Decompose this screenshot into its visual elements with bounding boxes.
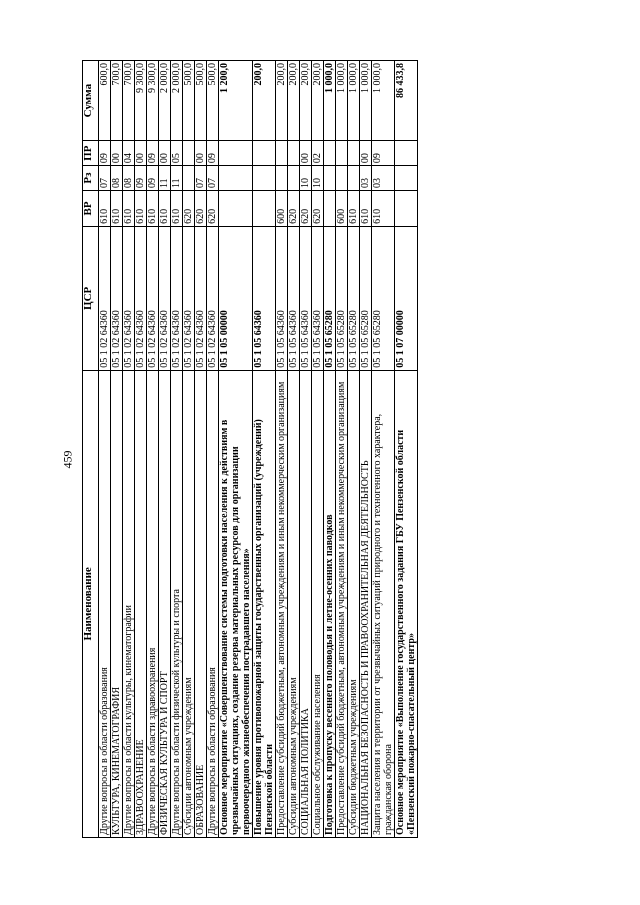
cell-sum: 9 300,0: [135, 61, 147, 141]
cell-name: Субсидии бюджетным учреждениям: [348, 370, 360, 837]
cell-pr: 04: [123, 141, 135, 166]
budget-table: [82, 60, 418, 838]
cell-code: 05 1 05 64360: [276, 226, 288, 370]
cell-pr: [253, 141, 276, 166]
cell-code: 05 1 02 64360: [207, 226, 219, 370]
cell-sum: 1 000,0: [348, 61, 360, 141]
table-row: [135, 61, 147, 838]
cell-code: 05 1 05 65280: [348, 226, 360, 370]
cell-pr: 09: [147, 141, 159, 166]
table-row: [372, 61, 395, 838]
cell-pr: [395, 141, 418, 166]
cell-rz: [183, 166, 195, 191]
cell-rz: [324, 166, 336, 191]
cell-pr: 05: [171, 141, 183, 166]
cell-rz: 08: [123, 166, 135, 191]
cell-vr: 610: [360, 190, 372, 226]
cell-code: 05 1 02 64360: [183, 226, 195, 370]
cell-sum: 600,0: [99, 61, 111, 141]
cell-rz: 11: [171, 166, 183, 191]
table-row: [219, 61, 253, 838]
header-sum: Сумма: [83, 61, 99, 141]
cell-rz: 10: [300, 166, 312, 191]
cell-name: Подготовка к пропуску весеннего половодья и летне-осенних паводков: [324, 370, 336, 837]
cell-sum: 500,0: [183, 61, 195, 141]
cell-code: 05 1 02 64360: [159, 226, 171, 370]
cell-rz: [288, 166, 300, 191]
cell-rz: 09: [147, 166, 159, 191]
table-row: [183, 61, 195, 838]
cell-code: 05 1 05 00000: [219, 226, 253, 370]
cell-rz: 03: [360, 166, 372, 191]
table-row: [195, 61, 207, 838]
table-row: [159, 61, 171, 838]
cell-pr: 00: [195, 141, 207, 166]
cell-code: 05 1 02 64360: [195, 226, 207, 370]
cell-pr: [324, 141, 336, 166]
header-name: Наименование: [83, 370, 99, 837]
cell-pr: 00: [135, 141, 147, 166]
cell-pr: [276, 141, 288, 166]
cell-name: НАЦИОНАЛЬНАЯ БЕЗОПАСНОСТЬ И ПРАВООХРАНИТЕЛЬНАЯ ДЕЯТЕЛЬНОСТЬ: [360, 370, 372, 837]
cell-sum: 1 000,0: [336, 61, 348, 141]
cell-sum: 700,0: [123, 61, 135, 141]
cell-name: Защита населения и территории от чрезвычайных ситуаций природного и техногенного характера, гражданская оборона: [372, 370, 395, 837]
cell-vr: 620: [288, 190, 300, 226]
cell-sum: 9 300,0: [147, 61, 159, 141]
header-rz: Рз: [83, 166, 99, 191]
cell-name: Другие вопросы в области образования: [207, 370, 219, 837]
header-vr: ВР: [83, 190, 99, 226]
cell-name: Другие вопросы в области физической культуры и спорта: [171, 370, 183, 837]
table-row: [300, 61, 312, 838]
cell-vr: 610: [99, 190, 111, 226]
cell-pr: 00: [360, 141, 372, 166]
cell-vr: 600: [276, 190, 288, 226]
rotated-page-content: [82, 60, 592, 838]
table-row: [312, 61, 324, 838]
cell-name: ЗДРАВООХРАНЕНИЕ: [135, 370, 147, 837]
cell-sum: 1 000,0: [324, 61, 336, 141]
cell-rz: [219, 166, 253, 191]
cell-sum: 500,0: [195, 61, 207, 141]
cell-vr: [253, 190, 276, 226]
cell-pr: [183, 141, 195, 166]
cell-rz: [253, 166, 276, 191]
table-row: [360, 61, 372, 838]
cell-vr: 610: [159, 190, 171, 226]
header-pr: ПР: [83, 141, 99, 166]
table-row: [324, 61, 336, 838]
cell-name: Основное мероприятие «Совершенствование системы подготовки населения к действиям в чрезвычайных ситуациях, создание резерва материальных ресурсов для организации первоочередного жизнеобеспечения пострадавшего населения»: [219, 370, 253, 837]
cell-rz: 09: [135, 166, 147, 191]
table-row: [395, 61, 418, 838]
cell-rz: [336, 166, 348, 191]
cell-name: Другие вопросы в области культуры, кинематографии: [123, 370, 135, 837]
cell-rz: [276, 166, 288, 191]
cell-vr: 610: [372, 190, 395, 226]
cell-rz: 03: [372, 166, 395, 191]
cell-sum: 1 000,0: [360, 61, 372, 141]
table-body: [99, 61, 418, 838]
cell-vr: 620: [312, 190, 324, 226]
cell-sum: 700,0: [111, 61, 123, 141]
table-row: [288, 61, 300, 838]
cell-code: 05 1 05 65280: [336, 226, 348, 370]
cell-name: СОЦИАЛЬНАЯ ПОЛИТИКА: [300, 370, 312, 837]
table-row: [123, 61, 135, 838]
cell-name: Повышение уровня противопожарной защиты государственных организаций (учреждений) Пензенской области: [253, 370, 276, 837]
cell-code: 05 1 02 64360: [135, 226, 147, 370]
cell-rz: 11: [159, 166, 171, 191]
cell-code: 05 1 02 64360: [111, 226, 123, 370]
cell-name: ОБРАЗОВАНИЕ: [195, 370, 207, 837]
table-row: [171, 61, 183, 838]
cell-name: Социальное обслуживание населения: [312, 370, 324, 837]
table-row: [147, 61, 159, 838]
table-row: [348, 61, 360, 838]
table-row: [111, 61, 123, 838]
cell-sum: 86 433,8: [395, 61, 418, 141]
cell-vr: 620: [207, 190, 219, 226]
cell-vr: [395, 190, 418, 226]
cell-rz: 07: [207, 166, 219, 191]
cell-sum: 200,0: [253, 61, 276, 141]
cell-code: 05 1 02 64360: [99, 226, 111, 370]
cell-sum: 1 000,0: [372, 61, 395, 141]
cell-name: Другие вопросы в области образования: [99, 370, 111, 837]
cell-rz: 07: [99, 166, 111, 191]
cell-code: 05 1 02 64360: [147, 226, 159, 370]
cell-vr: 600: [336, 190, 348, 226]
cell-vr: 610: [123, 190, 135, 226]
cell-sum: 200,0: [276, 61, 288, 141]
cell-vr: 610: [147, 190, 159, 226]
header-code: ЦСР: [83, 226, 99, 370]
cell-pr: 09: [99, 141, 111, 166]
cell-code: 05 1 05 65280: [372, 226, 395, 370]
table-row: [99, 61, 111, 838]
cell-code: 05 1 02 64360: [123, 226, 135, 370]
cell-name: Субсидии автономным учреждениям: [183, 370, 195, 837]
cell-sum: 500,0: [207, 61, 219, 141]
cell-code: 05 1 07 00000: [395, 226, 418, 370]
cell-code: 05 1 05 64360: [300, 226, 312, 370]
cell-name: Другие вопросы в области здравоохранения: [147, 370, 159, 837]
cell-sum: 2 000,0: [171, 61, 183, 141]
cell-pr: 09: [207, 141, 219, 166]
cell-rz: 08: [111, 166, 123, 191]
table-row: [253, 61, 276, 838]
cell-pr: [288, 141, 300, 166]
cell-pr: [336, 141, 348, 166]
cell-pr: 02: [312, 141, 324, 166]
cell-pr: 00: [159, 141, 171, 166]
table-row: [207, 61, 219, 838]
cell-code: 05 1 05 65280: [324, 226, 336, 370]
cell-vr: 620: [300, 190, 312, 226]
cell-code: 05 1 05 64360: [312, 226, 324, 370]
cell-vr: 610: [135, 190, 147, 226]
cell-sum: 200,0: [312, 61, 324, 141]
table-row: [276, 61, 288, 838]
cell-vr: 610: [171, 190, 183, 226]
cell-name: Субсидии автономным учреждениям: [288, 370, 300, 837]
cell-rz: 10: [312, 166, 324, 191]
cell-pr: 00: [300, 141, 312, 166]
cell-sum: 200,0: [288, 61, 300, 141]
cell-vr: 610: [111, 190, 123, 226]
cell-code: 05 1 05 64360: [253, 226, 276, 370]
cell-sum: 2 000,0: [159, 61, 171, 141]
cell-name: КУЛЬТУРА, КИНЕМАТОГРАФИЯ: [111, 370, 123, 837]
cell-code: 05 1 05 65280: [360, 226, 372, 370]
cell-pr: 09: [372, 141, 395, 166]
cell-name: ФИЗИЧЕСКАЯ КУЛЬТУРА И СПОРТ: [159, 370, 171, 837]
cell-name: Предоставление субсидий бюджетным, автономным учреждениям и иным некоммерческим организациям: [336, 370, 348, 837]
cell-rz: [395, 166, 418, 191]
cell-sum: 1 200,0: [219, 61, 253, 141]
cell-rz: [348, 166, 360, 191]
table-row: [336, 61, 348, 838]
cell-pr: 00: [111, 141, 123, 166]
cell-code: 05 1 05 64360: [288, 226, 300, 370]
cell-vr: 620: [183, 190, 195, 226]
cell-pr: [348, 141, 360, 166]
cell-code: 05 1 02 64360: [171, 226, 183, 370]
cell-rz: 07: [195, 166, 207, 191]
cell-vr: [324, 190, 336, 226]
cell-vr: 610: [348, 190, 360, 226]
cell-sum: 200,0: [300, 61, 312, 141]
table-header-row: [83, 61, 99, 838]
cell-vr: [219, 190, 253, 226]
cell-pr: [219, 141, 253, 166]
cell-name: Основное мероприятие «Выполнение государственного задания ГБУ Пензенской области «Пензенский пожарно-спасательный центр»: [395, 370, 418, 837]
cell-vr: 620: [195, 190, 207, 226]
cell-name: Предоставление субсидий бюджетным, автономным учреждениям и иным некоммерческим организациям: [276, 370, 288, 837]
page-number: 459: [60, 450, 75, 469]
